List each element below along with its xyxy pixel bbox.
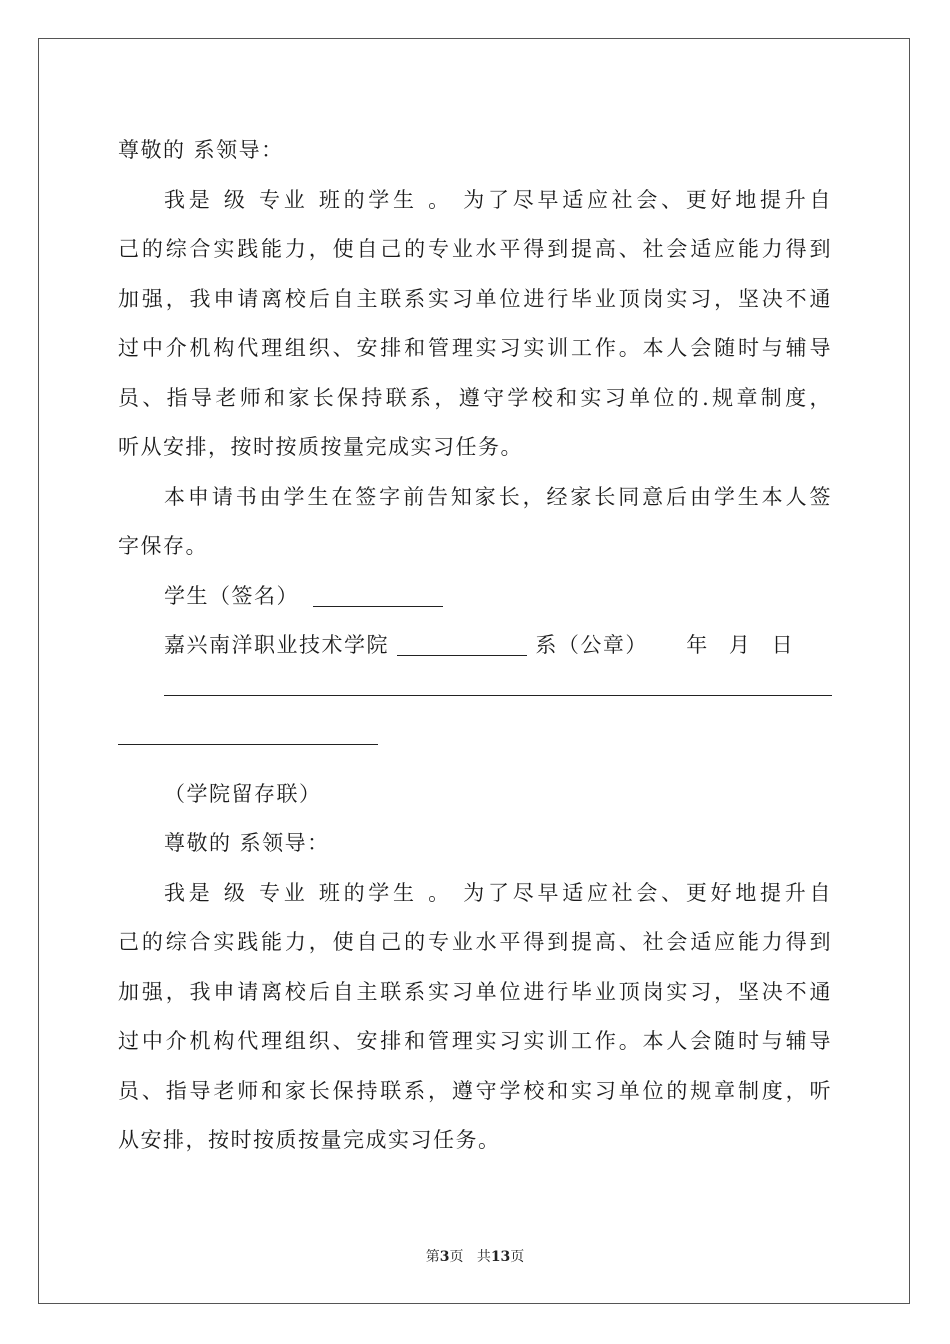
salutation: 尊敬的 系领导： (118, 138, 284, 162)
paragraph-line: 加强，我申请离校后自主联系实习单位进行毕业顶岗实习，坚决不通 (118, 979, 832, 1004)
cut-line (118, 744, 378, 745)
paragraph-line: 听从安排，按时按质按量完成实习任务。 (118, 435, 523, 459)
cut-line-row-1 (118, 671, 832, 721)
department-seal-label: 系（公章） (535, 633, 648, 657)
cut-line (164, 695, 832, 696)
paragraph-line: 员、指导老师和家长保持联系，遵守学校和实习单位的.规章制度， (118, 385, 832, 410)
paragraph-line: 员、指导老师和家长保持联系，遵守学校和实习单位的规章制度，听 (118, 1078, 832, 1103)
college-seal-row (118, 621, 832, 671)
document-body (118, 126, 832, 1166)
student-signature-label: 学生（签名） (164, 583, 299, 608)
paragraph-line: 己的综合实践能力，使自己的专业水平得到提高、社会适应能力得到 (118, 237, 832, 261)
student-signature-row (118, 572, 832, 622)
footer-prefix: 第 (425, 1249, 440, 1265)
paragraph-2 (118, 473, 832, 572)
paragraph-line: 从安排，按时按质按量完成实习任务。 (118, 1128, 501, 1152)
cut-line-row-2 (118, 720, 832, 770)
total-pages: 13 (490, 1249, 511, 1265)
footer-total-suffix: 页 (510, 1249, 525, 1265)
footer-total-prefix: 共 (476, 1249, 491, 1265)
student-signature-blank[interactable] (313, 580, 443, 607)
section-title: （学院留存联） (164, 781, 322, 806)
page-number: 3 (439, 1249, 450, 1265)
paragraph-line: 加强，我申请离校后自主联系实习单位进行毕业顶岗实习，坚决不通 (118, 286, 832, 311)
date-label: 年 月 日 (686, 633, 795, 657)
paragraph-1 (118, 176, 832, 473)
paragraph-line: 过中介机构代理组织、安排和管理实习实训工作。本人会随时与辅导 (118, 336, 832, 360)
college-name: 嘉兴南洋职业技术学院 (164, 633, 389, 657)
department-blank[interactable] (397, 629, 527, 656)
paragraph-line: 过中介机构代理组织、安排和管理实习实训工作。本人会随时与辅导 (118, 1029, 832, 1053)
page-footer (0, 1246, 950, 1266)
paragraph-line: 己的综合实践能力，使自己的专业水平得到提高、社会适应能力得到 (118, 930, 832, 954)
paragraph-line: 字保存。 (118, 534, 208, 558)
salutation-2: 尊敬的 系领导： (164, 831, 330, 855)
paragraph-line: 我是 级 专业 班的学生 。 为了尽早适应社会、更好地提升自 (164, 880, 832, 905)
paragraph-3 (118, 869, 832, 1166)
paragraph-line: 我是 级 专业 班的学生 。 为了尽早适应社会、更好地提升自 (164, 187, 832, 212)
paragraph-line: 本申请书由学生在签字前告知家长，经家长同意后由学生本人签 (164, 484, 832, 509)
footer-page-suffix: 页 (449, 1249, 464, 1265)
